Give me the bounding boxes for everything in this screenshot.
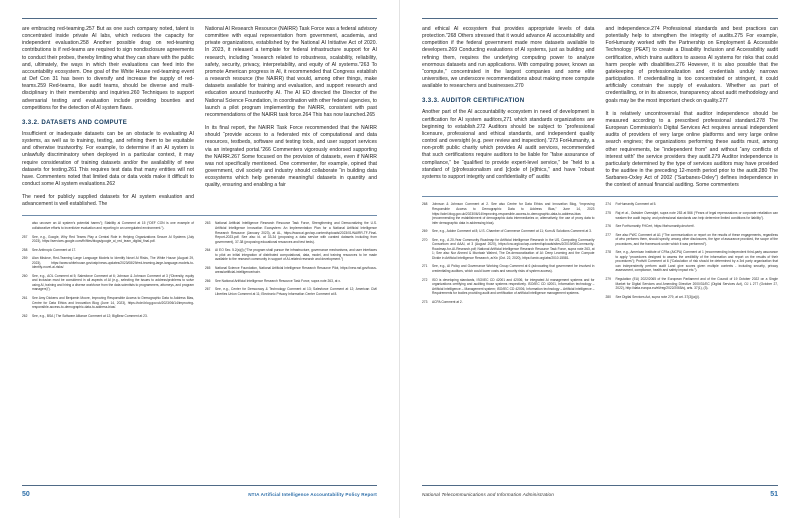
footnote — [22, 248, 194, 253]
right-page-column-2 — [606, 26, 779, 189]
right-page-column-1 — [422, 26, 595, 189]
running-head: NTIA Artificial Intelligence Accountability Policy Report — [248, 492, 377, 497]
footnote-number: 275 — [605, 210, 611, 215]
right-footnote-column-2 — [606, 202, 779, 510]
footnote-number: 272 — [422, 277, 428, 282]
footnote-text: ForHumanity Comment at 5. — [615, 202, 657, 207]
footnote-text: ACPA Comment at 2. — [432, 299, 463, 304]
footnote-number: 273 — [422, 299, 428, 304]
running-head: National Telecommunications and Information Administration — [422, 492, 554, 497]
footnote-number: 274 — [605, 202, 611, 207]
footnote — [205, 266, 377, 275]
left-page-body-columns — [22, 26, 377, 208]
footnote — [422, 238, 595, 261]
paragraph: and ethical AI ecosystem that provides appropriate levels of data protection.”268 Others stressed that it would advance AI accountability and competition if the federal government made more datasets available to developers.269 Conducting evaluations of AI systems, just as building and refining them, requires the underlying computing power to analyze enormous datasets and run applications. With computing power, known as “compute,” concentrated in the largest companies and some elite universities, we underscore recommendations about making more compute available to researchers and businesses.270 — [422, 26, 595, 90]
page-top-rule — [422, 18, 778, 19]
footnote-text: AI EO Sec. 5.2(a)(i) (“The program shall pursue the infrastructure, governance mechanisms, and user interfaces to pilot an initial integration of distributed computational, data, model, and training resources to be made available to the research community in support of AI-related research and development.”) — [215, 248, 377, 262]
footnote-number: 264 — [205, 248, 211, 253]
footnote-number: 260 — [22, 273, 28, 278]
section-heading-332: 3.3.2. DATASETS AND COMPUTE — [22, 118, 128, 126]
footnote-number: 258 — [22, 247, 28, 252]
footnote — [22, 314, 194, 319]
left-page-column-1 — [22, 26, 194, 208]
footnote-number: 261 — [22, 296, 28, 300]
footnote-text: See Digital Services Act, supra note 279, at art. 37(3)(a)(i). — [615, 294, 700, 299]
footnote-text: Regulation (EU) 2022/2065 of the European Parliament and of the Council of 19 October 2022 on a Single Market for Digital Services and Amending Directive 2000/31/EC (Digital Services Act), OJ L 277 (October 27, 2022), http://data.europa.eu/eli/reg/2022/2065/oj, arts. 37(1), (3). — [615, 277, 778, 291]
footnote — [606, 295, 779, 300]
paragraph: It is relatively uncontroversial that auditor independence should be measured according to a prescribed professional standard.278 The European Commission’s Digital Services Act requires annual independent audits of providers of very large online platforms and very large online search engines; the organizations performing these audits must, among other requirements, be “independent from” and without “any conflicts of interest with” the service providers they audit.279 Auditor independence is particularly determined by the type of services auditors may have provided to the auditee in the preceding 12-month period prior to the audit.280 The Sarbanes-Oxley Act of 2002 (“Sarbanes-Oxley”) defines independence in the context of annual financial auditing. Some commenters — [605, 110, 778, 189]
footnote-text: See, e.g., Google, Why Red Teams Play a Central Role in Helping Organizations Secure AI Systems (July 2023), https://services.google.com/fh/files/blogs/google_ai_red_team_digital_final.pdf. — [32, 234, 194, 244]
footnote — [205, 221, 377, 244]
paragraph: Another part of the AI accountability ecosystem in need of development is certification for AI system auditors,271 which standards organizations are beginning to establish.272 Auditors should be subject to “professional licensure, professional and ethical standards, and independent quality control and oversight (e.g. peer review and inspection).”273 ForHumanity, a non-profit public charity which provides AI audit services, recommended that such certifications require auditors to be liable for “false assurance of compliance,” be “qualified to provide expert-level service,” be “held to a standard of [p]rofessionalism and [c]ode of [e]thics,” and have “robust systems to support integrity and confidentiality of” audits — [422, 109, 595, 180]
footnote — [606, 233, 779, 247]
footnote-text: See ForHumanity FHCert, https://forhumanity.dev/cert/. — [615, 224, 695, 229]
footnote — [205, 279, 377, 284]
right-page-footnotes — [422, 202, 778, 510]
page-footer-left — [22, 485, 377, 498]
footnote — [22, 296, 194, 310]
footnote-number: 257 — [22, 234, 28, 239]
footnote — [422, 229, 595, 234]
left-footnote-column-1 — [22, 221, 194, 510]
footnote-text: See, e.g., AI Policy and Governance Working Group Comment at 6 (advocating that government be involved in credentialing auditors, which could lower costs and security risks of system access). — [432, 264, 595, 273]
footnote-number: 269 — [422, 229, 428, 234]
page-number: 50 — [22, 491, 30, 498]
footnote-number: 277 — [605, 232, 611, 237]
footnote-number: 262 — [22, 313, 28, 318]
footnote-number: 278 — [605, 250, 611, 255]
footnote-text: Alan Mislove, Red-Teaming Large Language Models to Identify Novel AI Risks, The White House (August 29, 2023), https://www.whitehouse.gov/ostp/news-updates/2023/08/29/red-teaming-large-language-models-to-identify-novel-ai-risks/. — [32, 256, 194, 270]
footnote — [205, 287, 377, 296]
footnote-text: See Amy Dickens and Benjamin Moore, Improving Responsible Access to Demographic Data to Address Bias, Centre for Data Ethics and Innovation Blog (June 14, 2023), https://cdei.blog.gov.uk/2023/06/14/improving-responsible-access-to-demographic-data-to-address-bias/. — [32, 296, 194, 310]
footnote — [422, 300, 595, 305]
footnote-text: See National Artificial Intelligence Research Resource Task Force, supra note 263, at x. — [215, 278, 341, 283]
footnote-number: 267 — [205, 287, 211, 292]
section-heading-333: 3.3.3. AUDITOR CERTIFICATION — [422, 97, 525, 105]
footnote-text: National Science Foundation, National Artificial Intelligence Research Resource Pilot, https://new.nsf.gov/focus-areas/artificial-intelligence/nairr. — [215, 265, 377, 275]
paragraph: are embracing red-teaming.257 But as one such company noted, talent is concentrated inside private AI labs, which reduces the capacity for independent evaluation.258 Another possible drag on red-teaming contributions is if red-teams are required to sign nondisclosure agreements to conduct their probes, thereby limiting what they can share with the public and, ultimately, the ways in which their evaluations can feed into the accountability ecosystem. One goal of the White House red-teaming event at Def Con 31 has been to diversify and increase the supply of red-teams.259 Red-teams, like audit teams, should be diverse and multi-disciplinary in their membership and inquiries.260 Techniques to support adversarial testing and evaluation include providing bounties and competitions for the detection of AI system flaws. — [22, 26, 194, 111]
footnote-number: 270 — [422, 237, 428, 242]
footnote-text: See, e.g., American Institute of CPAs (AICPA) Comment at 1 (recommending independent third-party assurance to apply “procedures designed to assess the credibility of the information and report on the results of their procedures”); Protiviti Comment at 6 (“Calculation of risk should be determined by a 3rd party organization that can independently perform audit Land give scores given multiple contexts - including security, privacy assessment, compliance, health and safety impact etc.”). — [615, 250, 778, 273]
footnote-number: 279 — [605, 277, 611, 281]
footnote — [606, 211, 779, 220]
footnote-text: National Artificial Intelligence Research Resource Task Force, Strengthening and Democratizing the U.S. Artificial Intelligence Innovation Ecosystem: An Implementation Plan for a National Artificial Intelligence Research Resource (January 2023), at AL, https://www.ai.gov/wp-content/uploads/2023/01/NAIRR-TF-Final-Report-2023.pdf. See also id. at 33-34 (proposing a data service with curated datasets including from government), 37-38 (proposing educational resources and test beds). — [215, 221, 377, 244]
footnote-text: Johnson & Johnson Comment at 2. See also Centre for Data Ethics and Innovation Blog, “Improving Responsible Access to Demographic Data to Address Bias,” June 14, 2023 https://cdei.blog.gov.uk/2023/06/14/improving-responsible-access-to-demographic-data-to-address-bias (recommending the establishment of demographic data intermediaries or, alternatively, the use of proxy data to infer demographic data in addressing bias). — [432, 202, 595, 225]
footnote-number: 263 — [205, 221, 211, 226]
footnote — [422, 278, 595, 296]
right-page-body-columns — [422, 26, 778, 189]
footnote-text: See, e.g., Adobe Comment at 8; U.S. Chamber of Commerce Comment at 11; Kum AI Solutions Comment at 3. — [432, 229, 592, 234]
footnote — [22, 274, 194, 292]
footnote — [606, 224, 779, 229]
footnote-text: See, e.g., AOL Comment at 5; Salesforce Comment at 6; Johnson & Johnson Comment at 3 (“Diversity, equity and inclusion must be considered in all aspects of AI (e.g., selecting the issues to address/problems to solve using AI, training and hiring a diverse workforce from the data scientists to programmers, attorneys, and program managers)”). — [32, 273, 194, 292]
left-page-footnotes — [22, 221, 377, 510]
footnote-number: 276 — [605, 224, 611, 229]
footnote-separator-rule — [422, 196, 778, 197]
paragraph: National AI Research Resource (NAIRR) Task Force was a federal advisory committee with equal representation from government, academia, and private organizations, established by the National AI Initiative Act of 2020. In 2023, it released a template for federal infrastructure support for AI research, including “research related to robustness, scalability, reliability, safety, security, privacy, interpretability, and equity of AI systems.”263 To promote American progress in AI, it recommended that Congress establish a research resource (the NAIRR) that would, among other things, make datasets available for training and evaluation, and support research and education around trustworthy AI. The AI EO directed the Director of the National Science Foundation, in coordination with other federal agencies, to launch a pilot program implementing the NAIRR, consistent with past recommendations of the NAIRR task force.264 This has now launched.265 — [205, 26, 377, 118]
paragraph: The need for publicly supplied datasets for AI system evaluation and advancement is well established. The — [22, 194, 194, 208]
paragraph: and independence.274 Professional standards and best practices can potentially help to strengthen the integrity of audits.275 For example, ForHumanity worked with the Partnership on Employment & Accessible Technology (PEAT) to create a Disability Inclusion and Accessibility audit certification, which trains auditors to assess AI systems for risks that could harm people with disabilities.276 However, it is also possible that the gatekeeping of professionalization and credentials unduly narrows participation. If credentialling is too concentrated or stringent, it could artificially constrain the supply of evaluators. Whether as part of credentialling, or in its absence, transparency about audit methodology and goals may be the most important check on quality.277 — [605, 26, 778, 104]
right-footnote-column-1 — [422, 202, 595, 510]
left-footnote-column-2 — [205, 221, 377, 510]
footnote — [422, 264, 595, 273]
footnote-text: See, e.g., BSA | The Software Alliance Comment at 12; BigBear Comment at 23. — [32, 313, 148, 318]
footnote-number: 259 — [22, 256, 28, 261]
footnote-text: See, e.g., Center for Democracy & Technology Comment at 13; Salesforce Comment at 12; American Civil Liberties Union Comment at 11; Electronic Privacy Information Center Comment at 8. — [215, 287, 377, 296]
footnote — [606, 202, 779, 207]
paragraph: In its final report, the NAIRR Task Force recommended that the NAIRR should “provide access to a federated mix of computational and data resources, testbeds, software and testing tools, and user support services via an integrated portal.”266 Commenters vigorously endorsed supporting the NAIRR.267 Some focused on the provision of datasets, even if NAIRR was not specifically mentioned. One commenter, for example, opined that government, civil society and industry should collaborate “in building data ecosystems which help generate meaningful datasets in quantity and quality, ensuring and enabling a fair — [205, 125, 377, 189]
footnote — [606, 277, 779, 291]
footnote — [205, 248, 377, 262]
footnote-text: See also PWC Comment at A1 (“The communication or report on the results of these engagements, regardless of who performs them, should specify, among other disclosures, the type of assurance provided, the scope of the procedures, and the framework under which it was performed”). — [615, 232, 778, 246]
page-top-rule — [22, 18, 377, 19]
page-number: 51 — [770, 491, 778, 498]
footnote — [606, 250, 779, 273]
footnote-number: 265 — [205, 265, 211, 270]
footnote-continuation: also uncover an AI system’s potential harms”); Stability ai Comment at 15 (“DEF CON is one example of collaborative efforts to incentivize evaluation and reporting in an unregulated environment.”). — [32, 221, 194, 230]
footnote-number: 280 — [605, 294, 611, 299]
footnote-number: 268 — [422, 202, 428, 207]
footnote — [22, 235, 194, 244]
footnote-text: Raj et al., Outsider Oversight, supra note 253 at 566 (“Fears of legal repercussions or corporate retaliation can weaken the audit inquiry, and professional standards can help determine limited conditions for liability”). — [615, 210, 778, 220]
footnote-text: ISO is developing standards, ISO/IEC CD 42001 and 42006, for integrated AI management systems and for organizations certifying and auditing those systems respectively. ISO/IEC CD 42001, Information technology – Artificial intelligence – Management system; ISO/IEC CD 42006, Information technology – Artificial intelligence – Requirements for bodies providing audit and certification of artificial intelligence management systems. — [432, 277, 595, 296]
footnote-text: See, e.g., A 20-Year Community Roadmap for Artificial Intelligence Research in the US, Computing Community Consortium and AAAI, at 3 (August 2020), https://cra.org/ccc/wp-content/uploads/sites/2/2019/08/Community-Roadmap-for-AI-Research.pdf; National Artificial Intelligence Research Resource Task Force, supra note 263, at 1; See also Nur Ahmed & Muntasir Wahed, The De-democratization of AI: Deep Learning and the Compute Divide in Artificial Intelligence Research, arXiv (Oct. 22, 2020), https://arxiv.org/abs/2010.15581. — [432, 237, 595, 260]
footnote — [422, 202, 595, 225]
footnote-number: 271 — [422, 264, 428, 269]
page-footer-right — [422, 485, 778, 498]
left-page-column-2 — [205, 26, 377, 208]
footnote — [22, 256, 194, 270]
footnote-number: 266 — [205, 278, 211, 283]
page-right — [400, 0, 800, 518]
footnote-separator-rule — [22, 215, 377, 216]
footnote-text: See Anthropic Comment at 17. — [32, 247, 77, 252]
paragraph: Insufficient or inadequate datasets can be an obstacle to evaluating AI systems, as well as to training, testing, and refining them to be equitable and otherwise trustworthy. For example, to determine if an AI system is unlawfully discriminatory when deployed in a particular context, it may require consideration of training datasets and/or the availability of new datasets for testing.261 This requires test data that many entities will not have. Commenters noted that limited data or data voids make it difficult to conduct some AI system evaluations.262 — [22, 130, 194, 187]
